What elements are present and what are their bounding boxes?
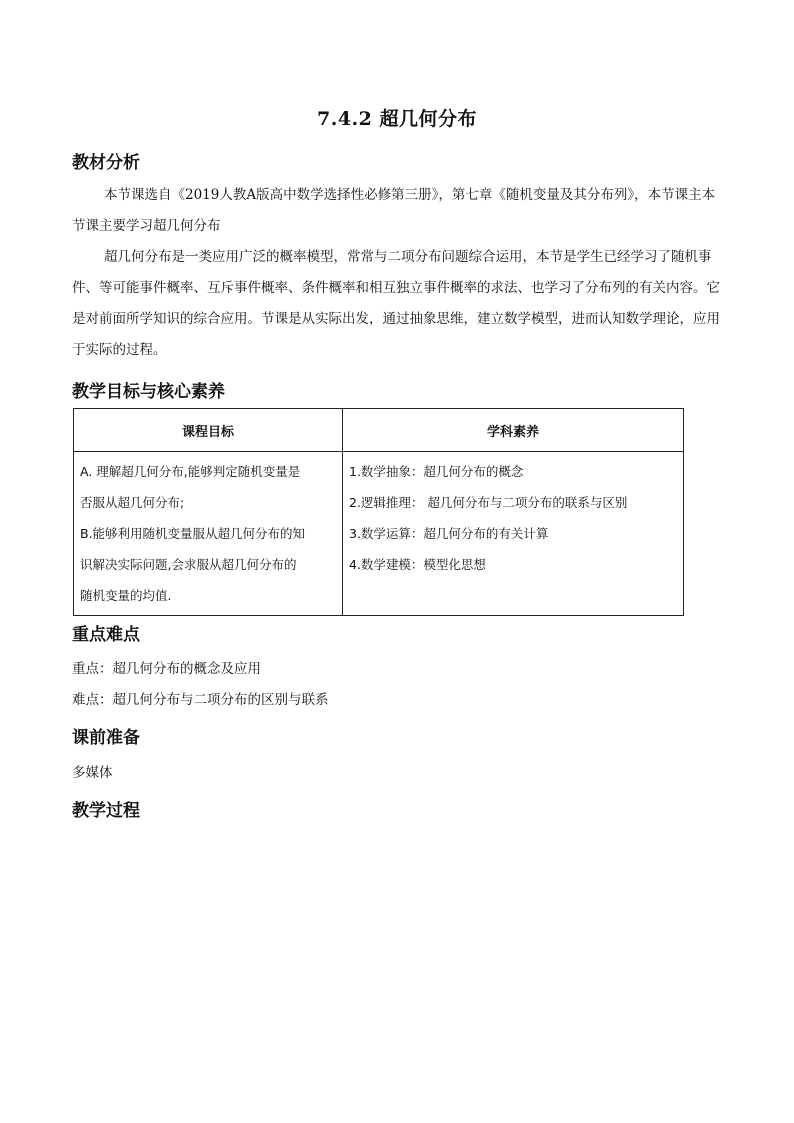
analysis-paragraph-1 [72, 180, 722, 242]
literacy-line: 3.数学运算：超几何分布的有关计算 [349, 526, 549, 541]
literacy-cell [343, 452, 684, 616]
course-goal-line: 识解决实际问题,会求服从超几何分布的 [80, 557, 297, 572]
analysis-paragraph-2-text: 超几何分布是一类应用广泛的概率模型，常常与二项分布问题综合运用，本节是学生已经学习了随机事件、等可能事件概率、互斥事件概率、条件概率和相互独立事件概率的求法、也学习了分布列的有关内容。它是对前面所学知识的综合应用。节课是从实际出发，通过抽象思维，建立数学模型，进而认知数学理论，应用于实际的过程。 [72, 249, 720, 358]
literacy-line: 2.逻辑推理： 超几何分布与二项分布的联系与区别 [349, 495, 628, 510]
analysis-paragraph-1-text: 本节课选自《2019人教A版高中数学选择性必修第三册》，第七章《随机变量及其分布列》，本节课主本节课主要学习超几何分布 [72, 187, 716, 234]
goals-table [73, 408, 684, 616]
heading-key-points: 重点难点 [72, 625, 140, 645]
heading-analysis: 教材分析 [72, 153, 140, 173]
goals-table-row [74, 452, 684, 616]
course-goal-line: B.能够利用随机变量服从超几何分布的知 [80, 526, 306, 541]
literacy-line: 4.数学建模：模型化思想 [349, 557, 486, 572]
course-goal-line: A. 理解超几何分布,能够判定随机变量是 [80, 464, 301, 479]
course-goal-line: 随机变量的均值. [80, 588, 172, 603]
goals-col2-header: 学科素养 [343, 409, 684, 452]
heading-goals: 教学目标与核心素养 [72, 382, 225, 402]
document-title: 7.4.2 超几何分布 [316, 108, 477, 130]
difficulty-text: 难点：超几何分布与二项分布的区别与联系 [72, 692, 329, 708]
literacy-line: 1.数学抽象：超几何分布的概念 [349, 464, 524, 479]
goals-col1-header: 课程目标 [74, 409, 343, 452]
course-goals-cell [74, 452, 343, 616]
analysis-paragraph-2 [72, 242, 722, 366]
preparation-text: 多媒体 [72, 765, 113, 781]
course-goal-line: 否服从超几何分布; [80, 495, 185, 510]
heading-process: 教学过程 [72, 801, 140, 821]
heading-preparation: 课前准备 [72, 728, 140, 748]
goals-table-header-row [74, 409, 684, 452]
key-point-text: 重点：超几何分布的概念及应用 [72, 661, 261, 677]
